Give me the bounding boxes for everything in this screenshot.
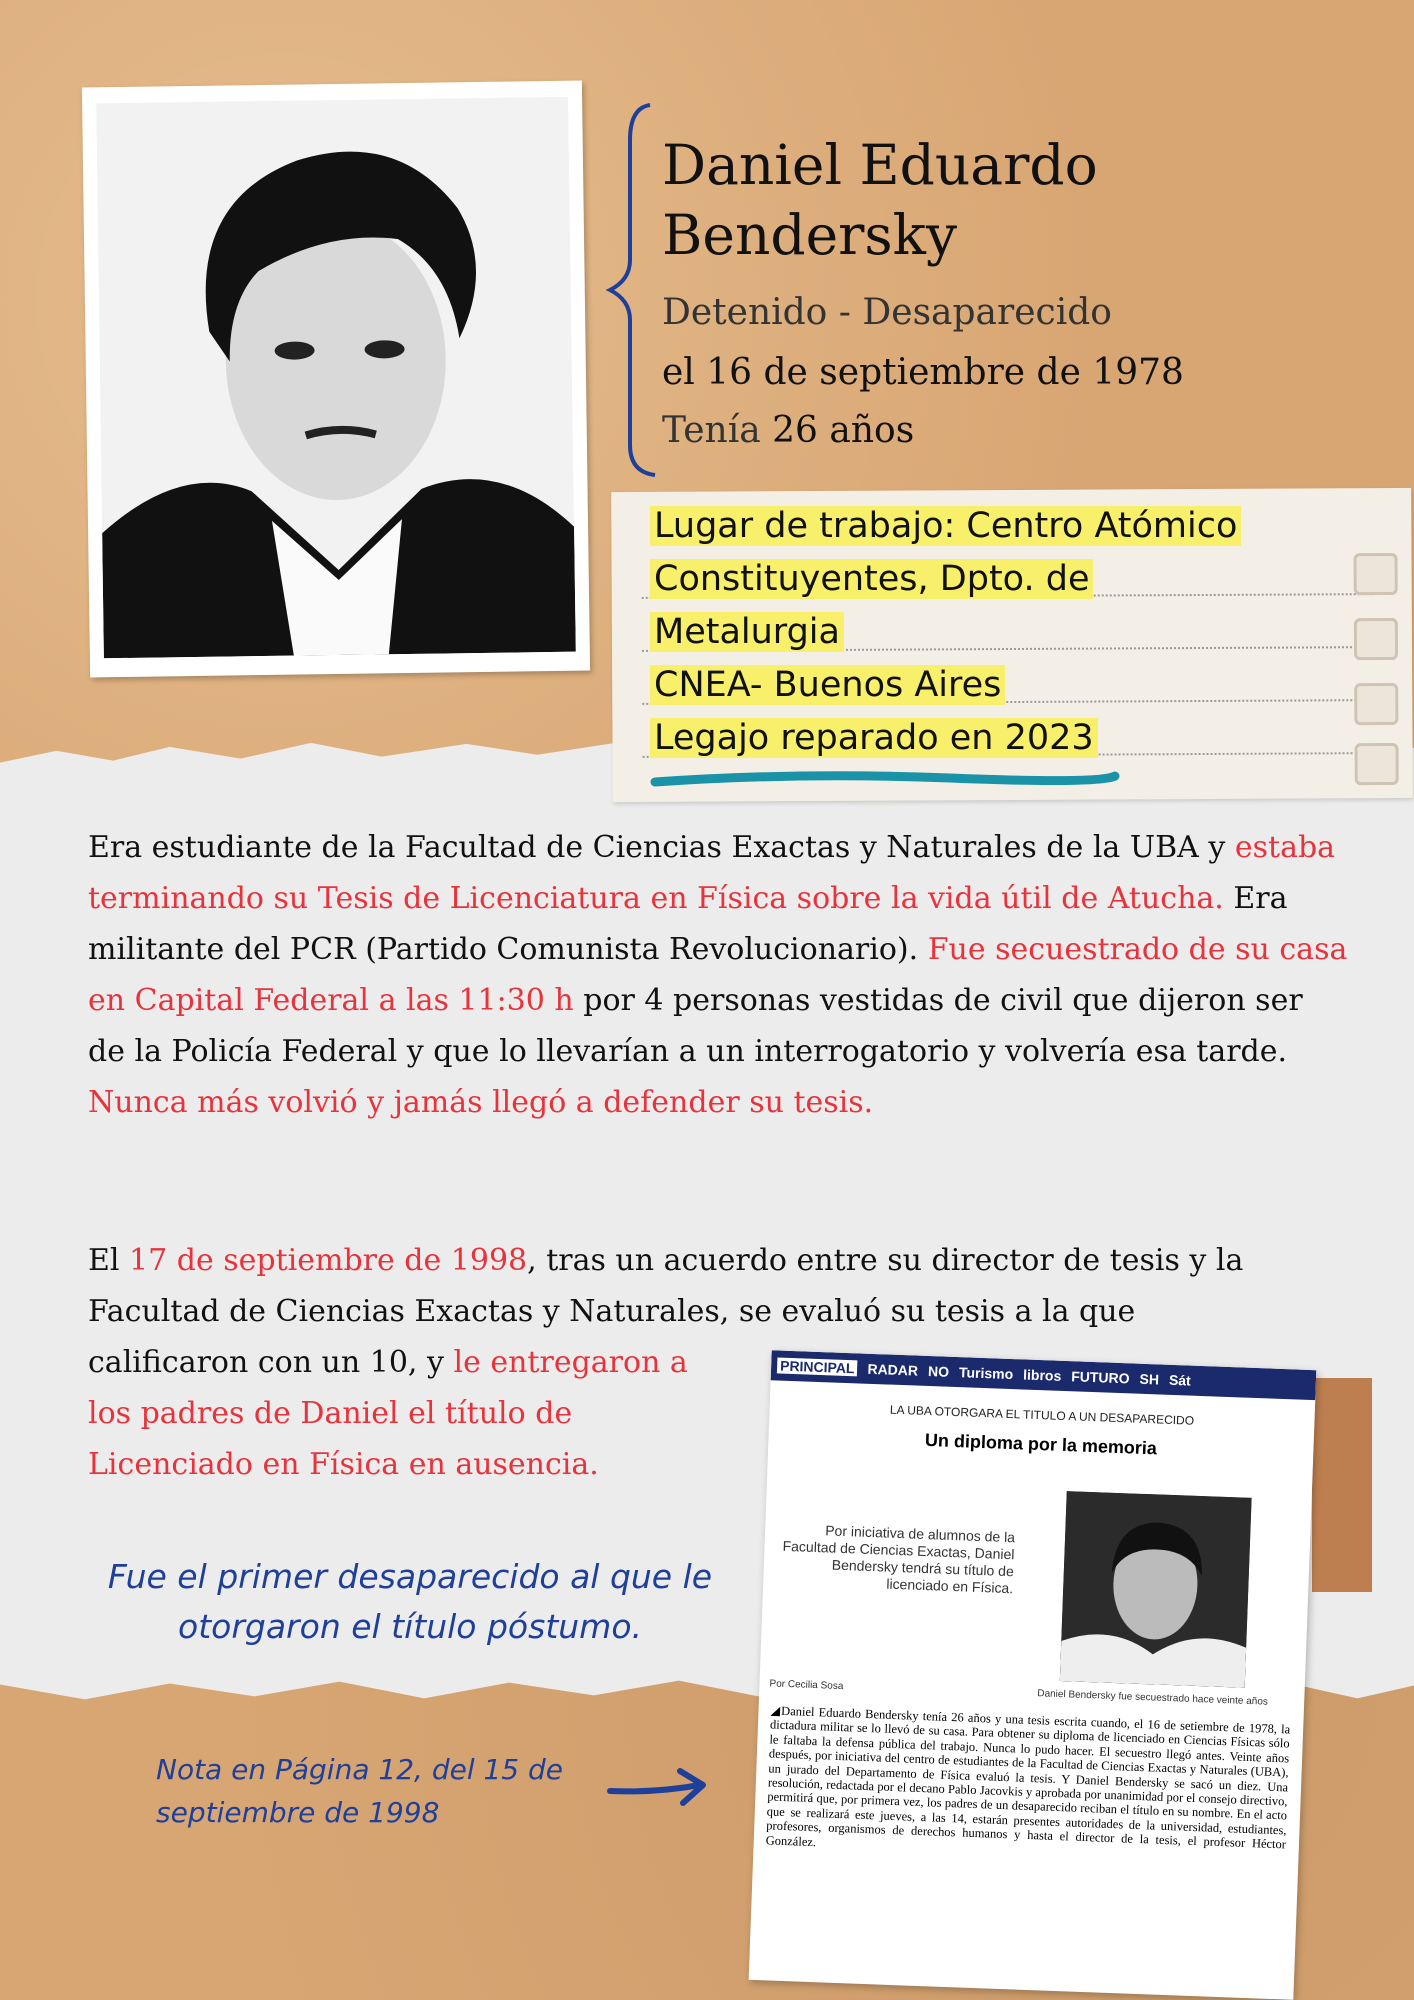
clipping-caption: Por iniciativa de alumnos de la Facultad de Ciencias Exactas, Daniel Bendersky tendrá su título de licenciado en Física. [782, 1522, 1016, 1597]
nav-item: libros [1022, 1366, 1062, 1384]
clipping-body: ◢ Daniel Eduardo Bendersky tenía 26 años y una tesis escrita cuando, el 16 de setiembre de 1978, la dictadura militar se lo llevó de su casa. Para obtener su diploma de licenciado en Ciencias Físicas sólo le faltaba la defensa pública del trabajo. Nunca lo pudo hacer. El secuestro llegó antes. Veinte años después, por iniciativa del centro de estudiantes de la Facultad de Ciencias Exactas y Naturales (UBA), un jurado del Departamento de Física evaluó la tesis. Y Daniel Bendersky se sacó un diez. Una resolución, redactada por el decano Pablo Jacovkis y aprobada por unanimidad por el consejo directivo, permitirá que, por primera vez, los padres de un desaparecido reciban el título en su nombre. En el acto que se realizará este jueves, a las 14, estarán presentes autoridades de la universidad, estudiantes, profesores, organismos de derechos humanos y hasta el director de la tesis, el profesor Héctor González. [766, 1703, 1291, 1866]
portrait-image [96, 97, 576, 659]
person-age [662, 410, 914, 451]
bio-highlight: 17 de septiembre de 1998 [129, 1243, 528, 1278]
bio-highlight: le entregaron a los padres de Daniel el título de Licenciado en Física en ausencia. [88, 1345, 688, 1482]
arrow-icon [605, 1763, 715, 1813]
bio-text: Era militante del PCR (Partido Comunista Revolucionario). [88, 881, 1288, 967]
disappearance-date: el 16 de septiembre de 1978 [662, 352, 1184, 393]
age-label: Tenía [662, 410, 761, 451]
first-posthumous-note: Fue el primer desaparecido al que le otorgaron el título póstumo. [107, 1557, 713, 1646]
age-value: 26 años [772, 410, 915, 451]
tape-strip [1312, 1378, 1372, 1592]
workplace-line: Constituyentes, Dpto. de [650, 559, 1093, 599]
bio-text: El [88, 1243, 130, 1278]
person-status: Detenido - Desaparecido [662, 292, 1112, 333]
nav-item: Sát [1168, 1371, 1192, 1389]
bio-highlight: estaba terminando su Tesis de Licenciatura en Física sobre la vida útil de Atucha. [88, 830, 1336, 916]
source-note: Nota en Página 12, del 15 de septiembre de 1998 [156, 1753, 564, 1829]
nav-item: SH [1139, 1370, 1160, 1388]
bio-paragraph-2-cont [88, 1337, 728, 1490]
bio-highlight: Fue secuestrado de su casa en Capital Federal a las 11:30 h [88, 932, 1348, 1018]
nav-item: PRINCIPAL [777, 1357, 858, 1376]
workplace-line: Legajo reparado en 2023 [650, 718, 1098, 758]
nav-item: FUTURO [1070, 1368, 1130, 1387]
bio-text: calificaron con un 10, y [88, 1345, 454, 1380]
notebook-ring [1354, 618, 1398, 660]
notebook-ring [1354, 553, 1398, 595]
portrait-photo [82, 81, 590, 678]
clipping-kicker: LA UBA OTORGARA EL TITULO A UN DESAPARECIDO [889, 1402, 1195, 1428]
clipping-headline: Un diploma por la memoria [924, 1429, 1158, 1459]
workplace-info [650, 500, 1330, 765]
bio-text: Era estudiante de la Facultad de Ciencias Exactas y Naturales de la UBA y [88, 830, 1235, 865]
nav-item: NO [927, 1362, 950, 1380]
workplace-line: Metalurgia [650, 612, 844, 652]
bio-highlight: Nunca más volvió y jamás llegó a defender su tesis. [88, 1085, 874, 1120]
teal-brush-stroke [650, 770, 1120, 790]
bio-paragraph-2 [88, 1235, 1348, 1337]
bio-text: por 4 personas vestidas de civil que dijeron ser de la Policía Federal y que lo llevarían a un interrogatorio y volvería esa tarde. [88, 983, 1303, 1069]
clipping-photo-caption: Daniel Bendersky fue secuestrado hace veinte años [1037, 1688, 1269, 1708]
clipping-byline: Por Cecilia Sosa [769, 1678, 844, 1693]
nav-item: RADAR [867, 1360, 919, 1379]
workplace-line: Lugar de trabajo: Centro Atómico [650, 506, 1241, 546]
bio-text: , tras un acuerdo entre su director de tesis y la Facultad de Ciencias Exactas y Naturales, se evaluó su tesis a la que [88, 1243, 1244, 1329]
clipping-photo [1060, 1491, 1252, 1688]
bio-paragraph-1 [88, 822, 1348, 1128]
notebook-ring [1355, 743, 1399, 785]
clipping-portrait [1060, 1491, 1252, 1688]
notebook-ring [1354, 683, 1398, 725]
nav-item: Turismo [958, 1364, 1014, 1383]
newspaper-clipping [749, 1350, 1317, 2000]
workplace-line: CNEA- Buenos Aires [650, 665, 1005, 705]
person-name: Daniel Eduardo Bendersky [662, 133, 1098, 267]
